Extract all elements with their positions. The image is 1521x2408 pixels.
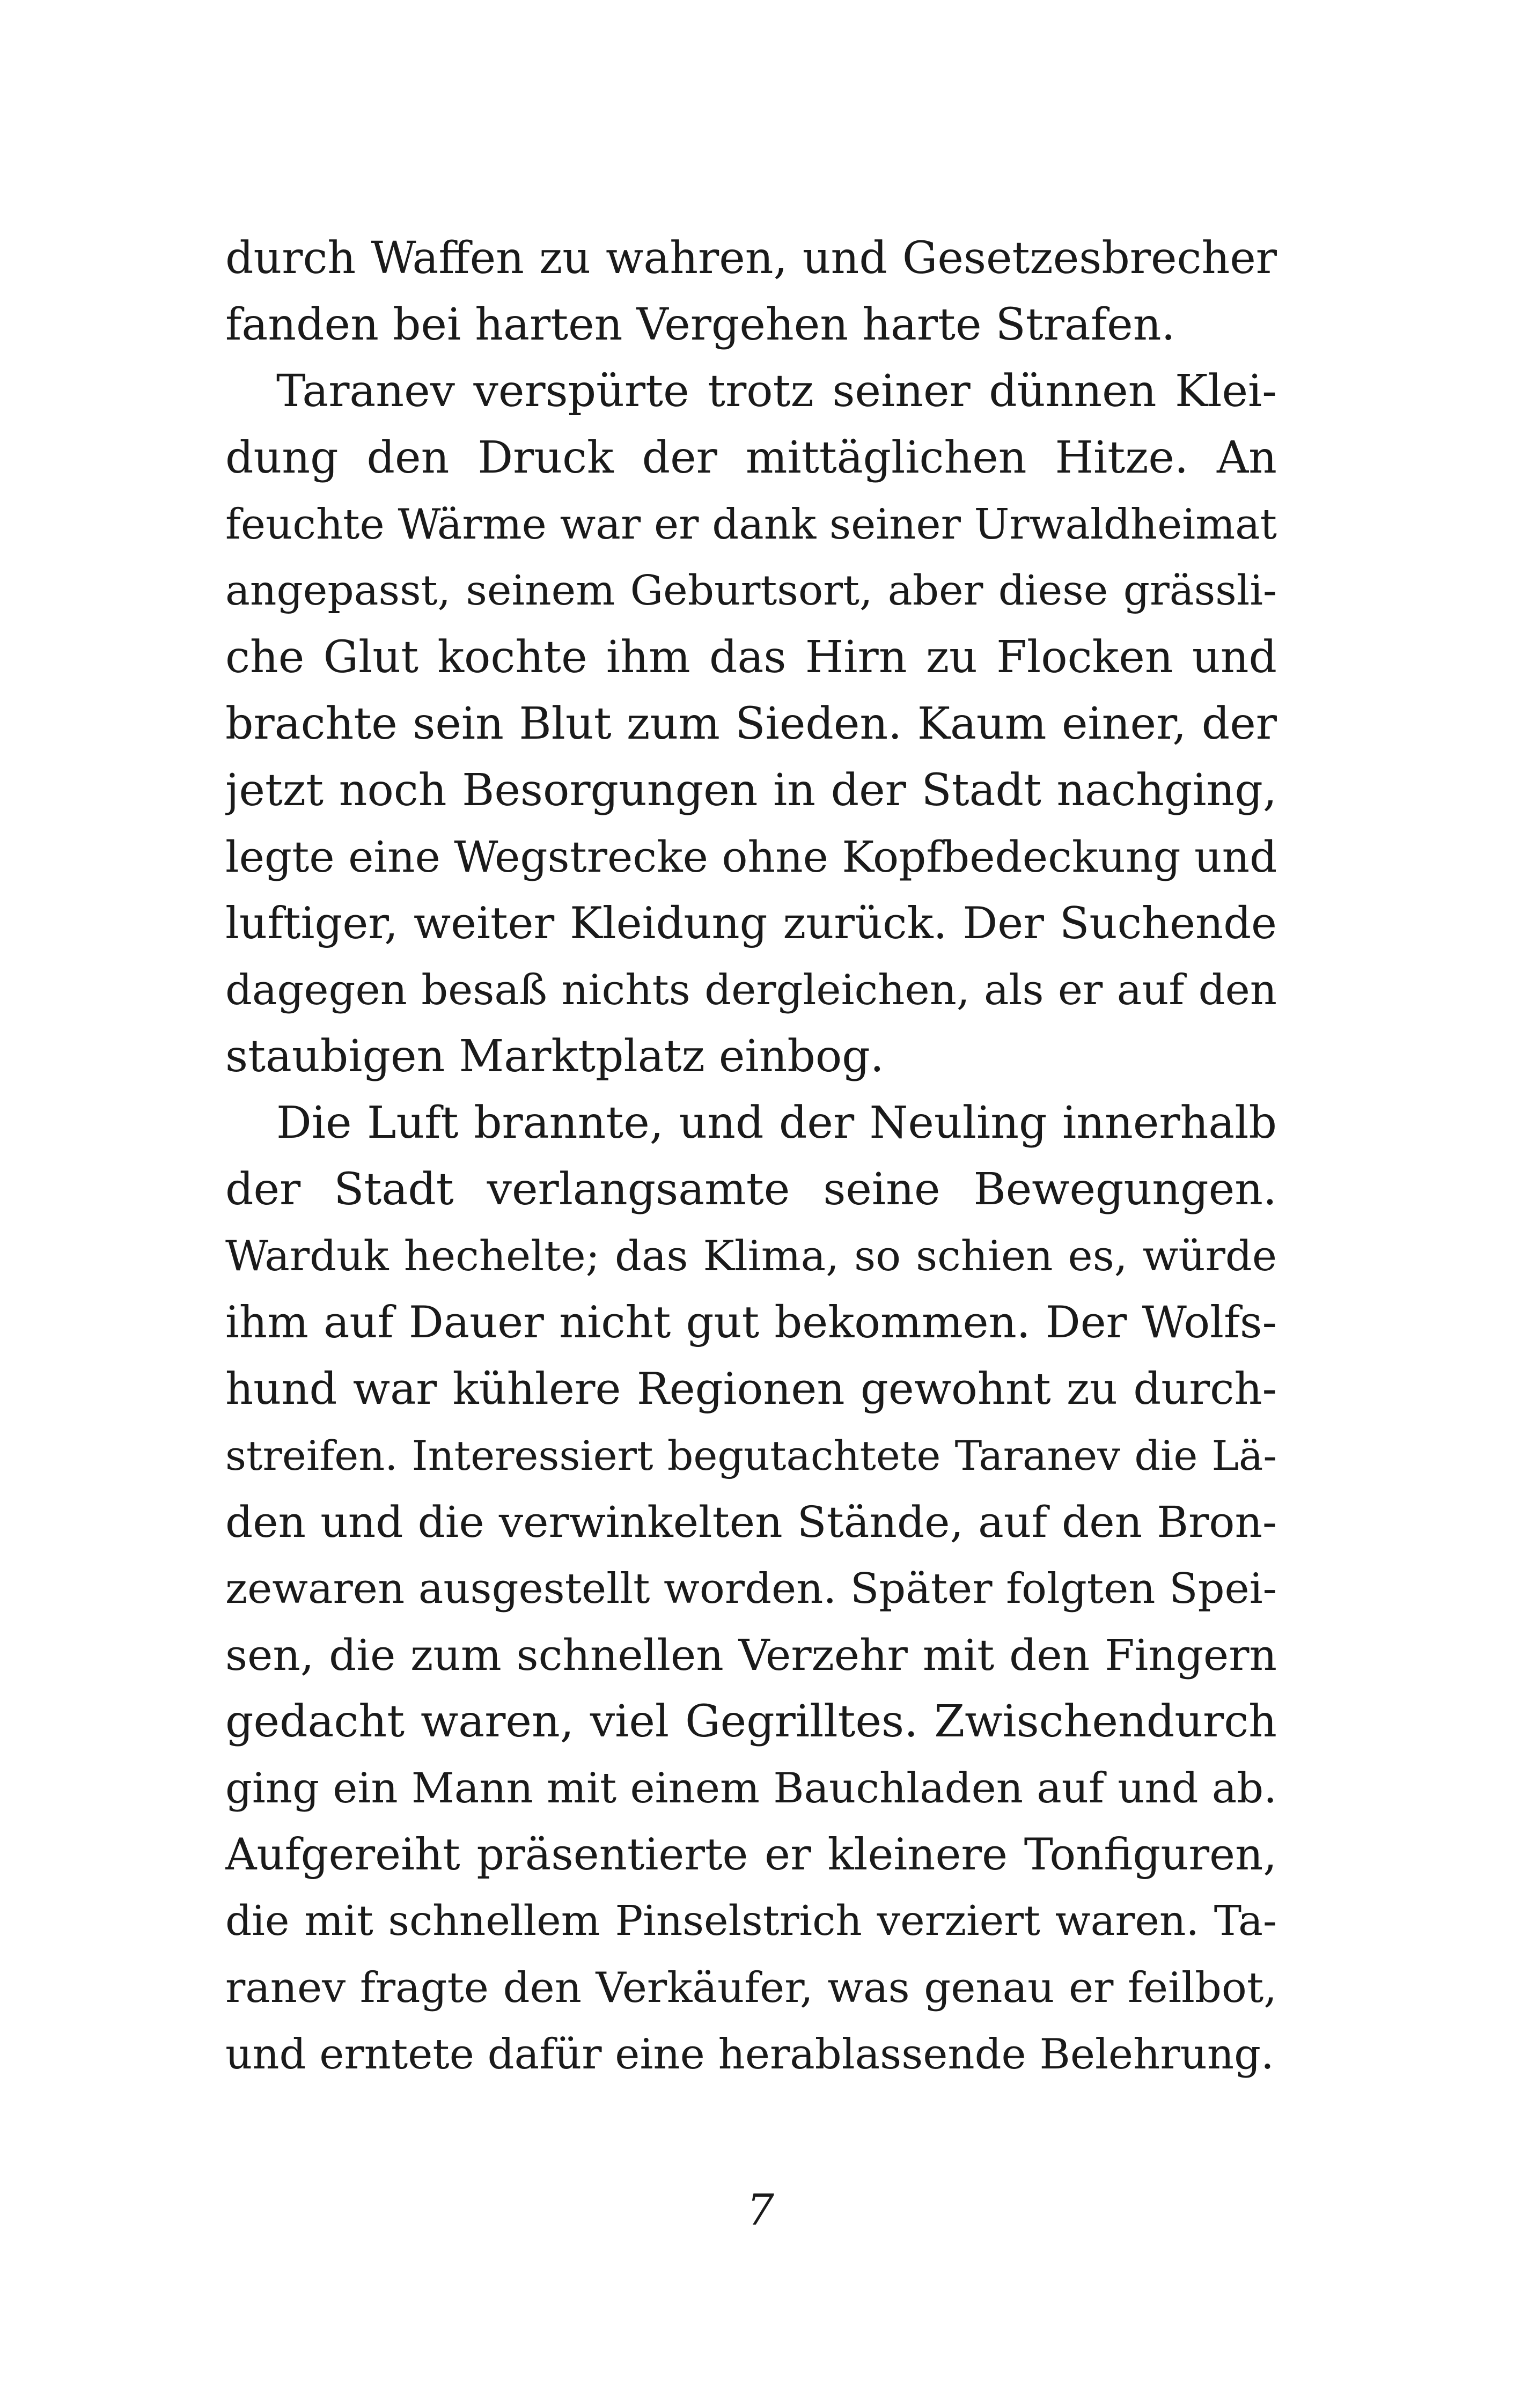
text-line: che Glut kochte ihm das Hirn zu Flocken und bbox=[225, 632, 1277, 683]
text-line: feuchte Wärme war er dank seiner Urwaldheimat bbox=[225, 500, 1277, 549]
page-number: 7 bbox=[747, 2185, 774, 2235]
text-line: fanden bei harten Vergehen harte Strafen. bbox=[225, 299, 1175, 350]
text-line: Warduk hechelte; das Klima, so schien es, würde bbox=[225, 1232, 1277, 1280]
text-line: die mit schnellem Pinselstrich verziert waren. Ta- bbox=[225, 1897, 1277, 1945]
text-line: brachte sein Blut zum Sieden. Kaum einer, der bbox=[225, 698, 1277, 749]
text-line: Aufgereiht präsentierte er kleinere Tonfiguren, bbox=[225, 1830, 1277, 1880]
text-line: luftiger, weiter Kleidung zurück. Der Suchende bbox=[225, 899, 1277, 949]
text-line: Taranev verspürte trotz seiner dünnen Klei- bbox=[276, 366, 1277, 417]
text-line: dung den Druck der mittäglichen Hitze. An bbox=[225, 432, 1277, 483]
text-line: jetzt noch Besorgungen in der Stadt nachging, bbox=[225, 765, 1277, 816]
text-line: der Stadt verlangsamte seine Bewegungen. bbox=[225, 1164, 1277, 1215]
text-line: ging ein Mann mit einem Bauchladen auf und ab. bbox=[225, 1764, 1277, 1813]
text-line: legte eine Wegstrecke ohne Kopfbedeckung und bbox=[225, 832, 1277, 882]
text-line: streifen. Interessiert begutachtete Taranev die Lä- bbox=[225, 1432, 1277, 1479]
body-text bbox=[225, 225, 1277, 2088]
text-line: staubigen Marktplatz einbog. bbox=[225, 1031, 884, 1082]
text-line: ihm auf Dauer nicht gut bekommen. Der Wolfs- bbox=[225, 1298, 1277, 1348]
text-line: und erntete dafür eine herablassende Belehrung. bbox=[225, 2030, 1274, 2079]
text-line: gedacht waren, viel Gegrilltes. Zwischendurch bbox=[225, 1696, 1277, 1747]
text-line: den und die verwinkelten Stände, auf den Bron- bbox=[225, 1497, 1277, 1547]
text-line: ranev fragte den Verkäufer, was genau er feilbot, bbox=[225, 1964, 1277, 2012]
text-line: Die Luft brannte, und der Neuling innerhalb bbox=[276, 1098, 1277, 1148]
text-line: hund war kühlere Regionen gewohnt zu durch- bbox=[225, 1364, 1277, 1415]
text-line: angepasst, seinem Geburtsort, aber diese grässli- bbox=[225, 567, 1277, 615]
text-line: dagegen besaß nichts dergleichen, als er auf den bbox=[225, 966, 1277, 1014]
text-line: durch Waffen zu wahren, und Gesetzesbrecher bbox=[225, 233, 1277, 284]
text-line: sen, die zum schnellen Verzehr mit den Fingern bbox=[225, 1630, 1277, 1680]
text-line: zewaren ausgestellt worden. Später folgten Spei- bbox=[225, 1565, 1277, 1613]
